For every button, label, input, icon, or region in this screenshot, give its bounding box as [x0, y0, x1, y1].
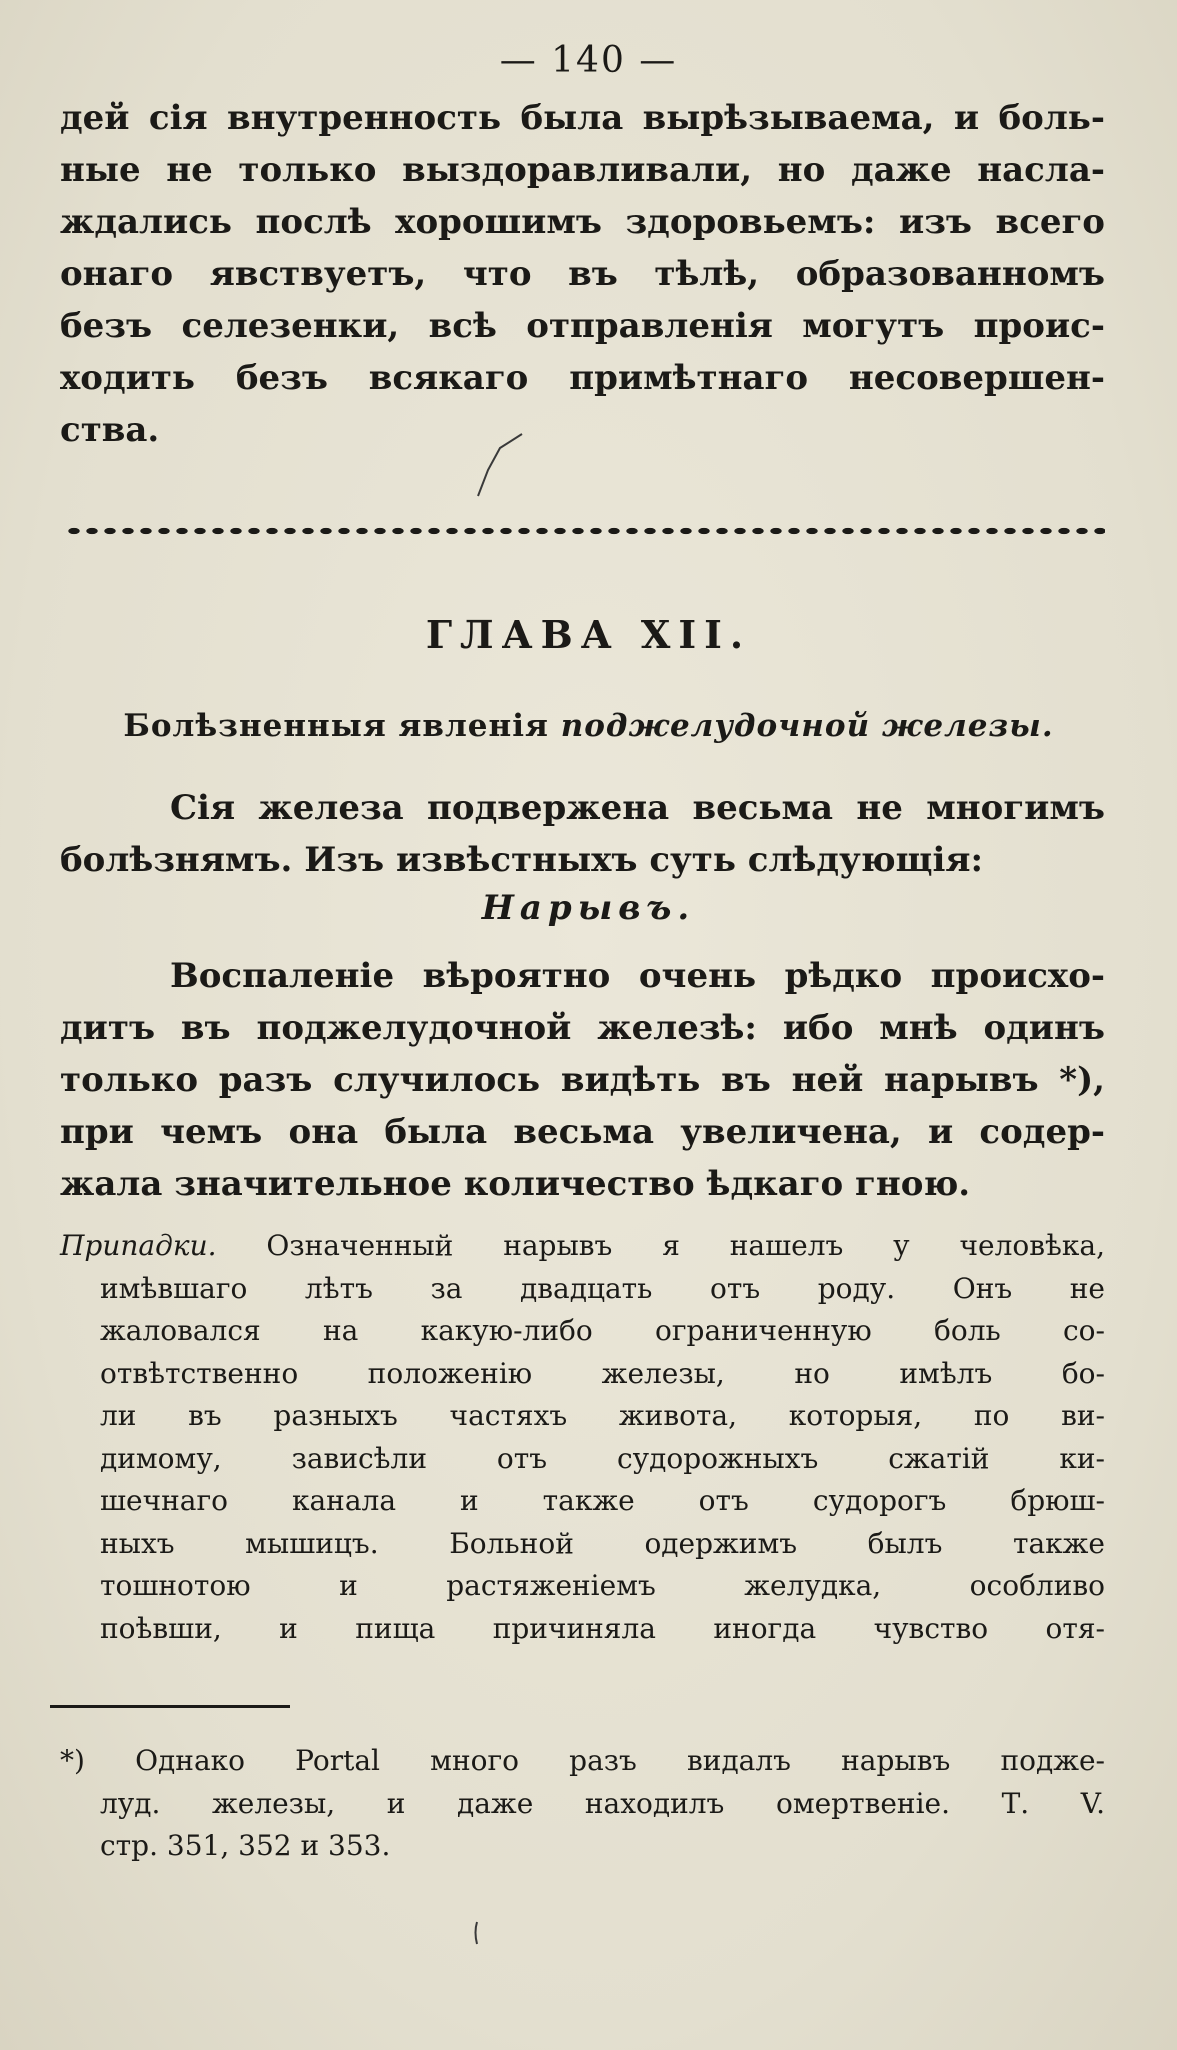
text-line: дей сія внутренность была вырѣзываема, и боль-: [60, 98, 1105, 138]
text-line: ныхъ мышицъ. Больной одержимъ былъ также: [100, 1526, 1105, 1560]
text-line: ные не только выздоравливали, но даже насла-: [60, 150, 1105, 190]
text-line: димому, зависѣли отъ судорожныхъ сжатій ки-: [100, 1441, 1105, 1475]
text-line: имѣвшаго лѣтъ за двадцать отъ роду. Онъ не: [100, 1271, 1105, 1305]
subtitle-roman: Болѣзненныя явленія: [123, 708, 561, 744]
symptoms-lead: Припадки.: [60, 1229, 217, 1262]
footnote: [60, 1740, 1105, 1868]
text-line: болѣзнямъ. Изъ извѣстныхъ суть слѣдующія:: [60, 840, 984, 880]
text-line: шечнаго канала и также отъ судорогъ брюш-: [100, 1484, 1105, 1517]
text-line: поѣвши, и пища причиняла иногда чувство отя-: [100, 1611, 1105, 1645]
text-line: жала значительное количество ѣдкаго гною.: [60, 1164, 971, 1204]
symptoms-first-line: Означенный нарывъ я нашелъ у человѣка,: [216, 1229, 1105, 1262]
paragraph-continuation: [60, 92, 1105, 456]
ink-speck: [470, 1918, 484, 1948]
text-line: онаго явствуетъ, что въ тѣлѣ, образованномъ: [60, 254, 1105, 294]
paragraph-symptoms: [60, 1225, 1105, 1650]
text-line: отвѣтственно положенію железы, но имѣлъ бо-: [100, 1356, 1105, 1390]
section-title: Нарывъ.: [481, 888, 696, 928]
text-line: Сія железа подвержена весьма не многимъ: [170, 788, 1105, 828]
subtitle-italic: поджелудочной железы.: [560, 708, 1054, 744]
intro-paragraph: [60, 782, 1105, 886]
text-line: безъ селезенки, всѣ отправленія могутъ проис-: [60, 306, 1105, 346]
paragraph-abscess: [60, 950, 1105, 1210]
footnote-line: стр. 351, 352 и 353.: [100, 1829, 391, 1862]
footnote-line: луд. железы, и даже находилъ омертвеніе. Т. V.: [100, 1786, 1105, 1820]
footnote-line: *) Однако Portal много разъ видалъ нарывъ подже-: [60, 1744, 1105, 1777]
text-line: при чемъ она была весьма увеличена, и содер-: [60, 1112, 1105, 1152]
text-line: дитъ въ поджелудочной железѣ: ибо мнѣ одинъ: [60, 1008, 1105, 1048]
text-line: Воспаленіе вѣроятно очень рѣдко происхо-: [170, 956, 1105, 996]
text-line: ства.: [60, 410, 160, 450]
text-line: жаловался на какую-либо ограниченную боль со-: [100, 1314, 1105, 1347]
chapter-subtitle: [0, 708, 1177, 744]
text-line: ходить безъ всякаго примѣтнаго несовершен-: [60, 358, 1105, 398]
text-line: ли въ разныхъ частяхъ живота, которыя, по ви-: [100, 1399, 1105, 1432]
page-number: — 140 —: [499, 40, 678, 81]
pencil-mark: [470, 430, 530, 500]
text-line: ждались послѣ хорошимъ здоровьемъ: изъ всего: [60, 202, 1105, 242]
footnote-rule: [50, 1705, 290, 1708]
text-line: только разъ случилось видѣть въ ней нарывъ *),: [60, 1060, 1105, 1100]
text-line: тошнотою и растяженіемъ желудка, особливо: [100, 1569, 1105, 1602]
ornamental-divider: [65, 522, 1105, 540]
chapter-title: ГЛАВА XII.: [425, 612, 752, 657]
text-line: [60, 1225, 1105, 1268]
